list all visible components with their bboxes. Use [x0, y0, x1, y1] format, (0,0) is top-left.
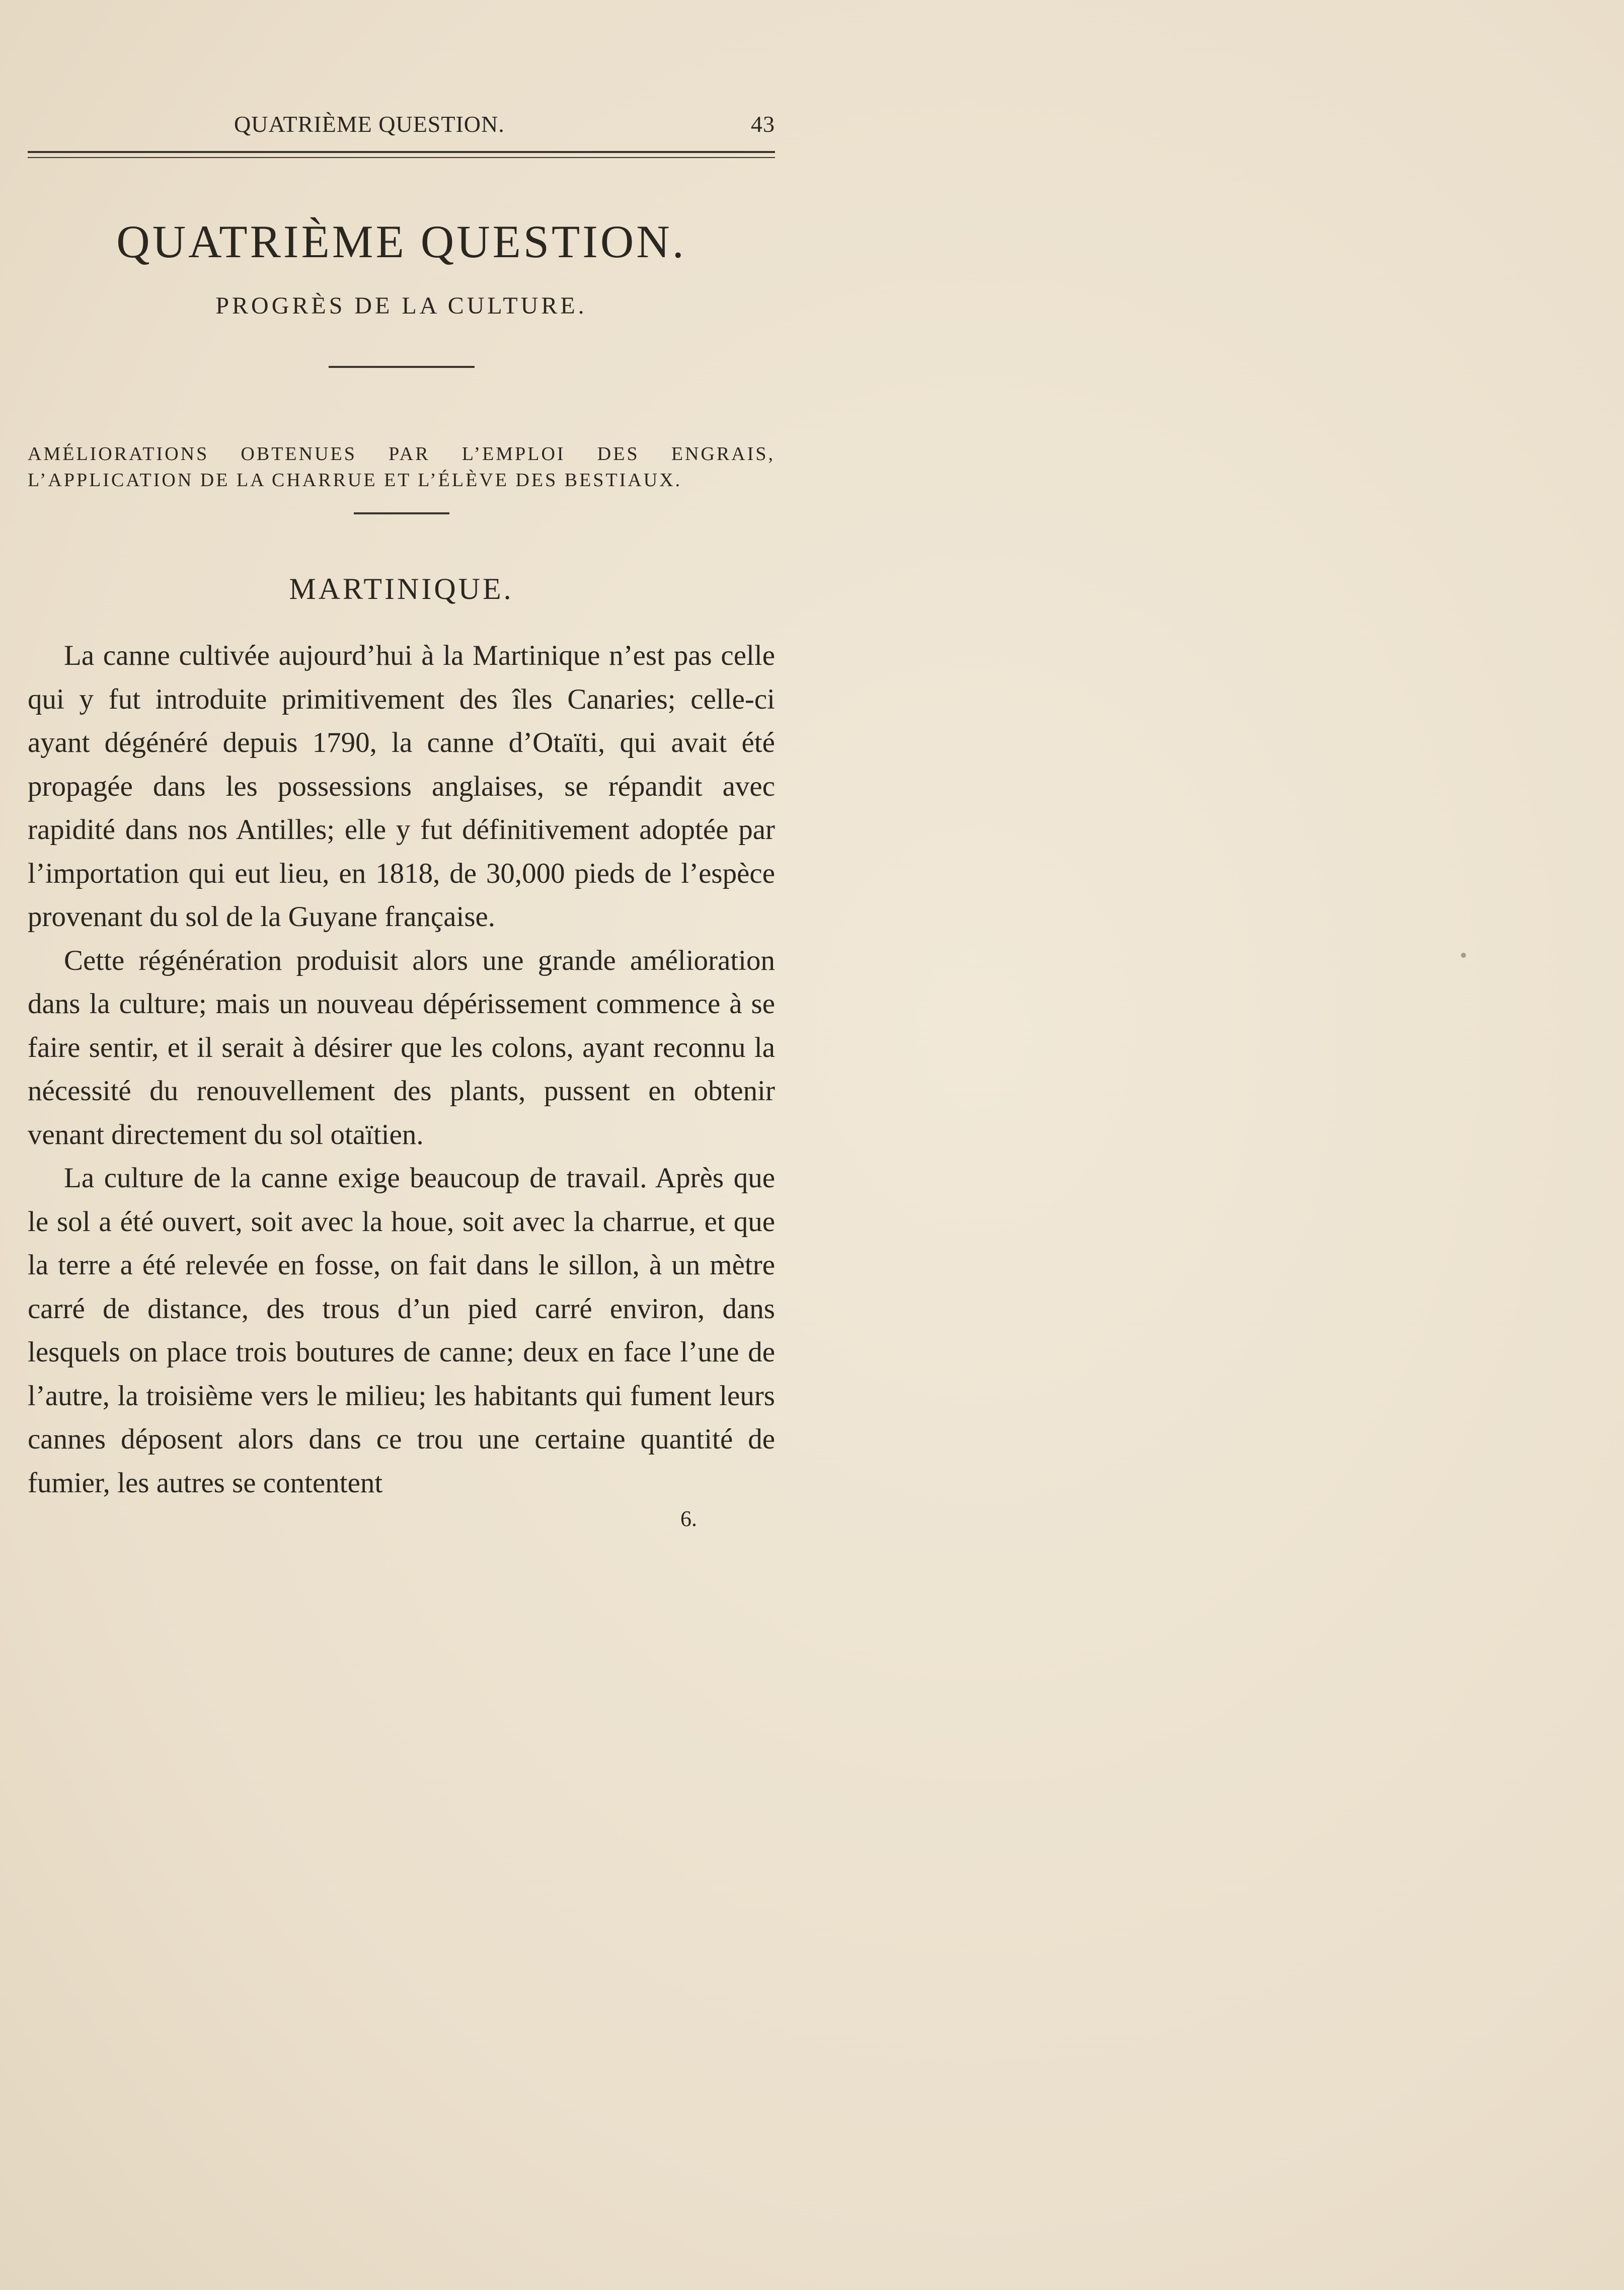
running-head — [28, 101, 775, 151]
text-column — [28, 101, 775, 1532]
title-divider — [329, 366, 475, 368]
paragraph: La canne cultivée aujourd’hui à la Martinique n’est pas celle qui y fut introduite primitivement des îles Canaries; celle-ci ayant dégénéré depuis 1790, la canne d’Otaïti, qui avait été propagée dans les possessions anglaises, se répandit avec rapidité dans nos Antilles; elle y fut définitivement adoptée par l’importation qui eut lieu, en 1818, de 30,000 pieds de l’espèce provenant du sol de la Guyane française. — [28, 640, 775, 933]
page-number: 43 — [751, 111, 775, 137]
chapter-subtitle: PROGRÈS DE LA CULTURE. — [215, 292, 587, 319]
paragraph: La culture de la canne exige beaucoup de travail. Après que le sol a été ouvert, soit avec la houe, soit avec la charrue, et que la terre a été relevée en fosse, on fait dans le sillon, à un mètre carré de distance, des trous d’un pied carré environ, dans lesquels on place trois boutures de canne; deux en face l’une de l’autre, la troisième vers le milieu; les habitants qui fument leurs cannes déposent alors dans ce trou une certaine quantité de fumier, les autres se contentent — [28, 1162, 775, 1499]
paragraph: Cette régénération produisit alors une grande amélioration dans la culture; mais un nouveau dépérissement commence à se faire sentir, et il serait à désirer que les colons, ayant reconnu la nécessité du renouvellement des plants, pussent en obtenir venant directement du sol otaïtien. — [28, 944, 775, 1151]
topic-heading: AMÉLIORATIONS OBTENUES PAR L’EMPLOI DES ENGRAIS, L’APPLICATION DE LA CHARRUE ET L’ÉLÈVE DES BESTIAUX. — [28, 443, 775, 491]
paper-speck — [1461, 953, 1466, 958]
running-head-title: QUATRIÈME QUESTION. — [234, 111, 505, 137]
chapter-title: QUATRIÈME QUESTION. — [116, 216, 686, 267]
body-text — [28, 634, 775, 1505]
section-title: MARTINIQUE. — [289, 572, 514, 605]
topic-divider — [354, 512, 449, 514]
double-rule-divider — [28, 151, 775, 158]
signature-mark: 6. — [680, 1506, 697, 1531]
